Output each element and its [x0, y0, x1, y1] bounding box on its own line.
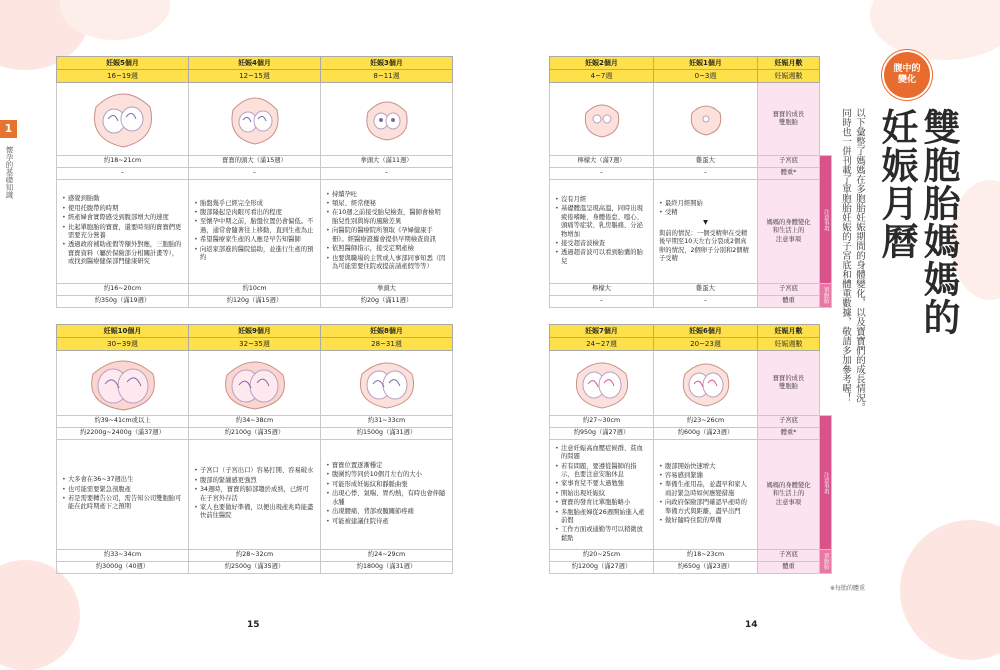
fetus-illustration — [321, 83, 453, 156]
week-header: 20~23週 — [654, 338, 758, 351]
note-item: • 家人也要做好準備，以便出現產兆時能盡快前往醫院 — [200, 504, 315, 521]
month-header: 妊娠5個月 — [57, 57, 189, 70]
single-weight-cell: – — [654, 296, 758, 308]
note-item: • 受精 — [665, 209, 752, 217]
single-weight-cell: 約350g（滿19週） — [57, 296, 189, 308]
changes-label: 媽媽的身體變化 和生活上的 注意事項 — [758, 440, 820, 550]
month-header: 妊娠2個月 — [550, 57, 654, 70]
note-item: • 接受超音波檢查 — [561, 240, 648, 248]
note-item: • 也要與職場的主管或人事部同事知悉（因為可能需要住院或提前請產假等等） — [332, 255, 447, 272]
notes-cell — [189, 180, 321, 284]
twin-weight-cell: 約2100g（滿35週） — [189, 428, 321, 440]
note-item: • 若有問題，要遵從醫師的指示，也要注意安胎休息 — [561, 463, 648, 480]
single-uterus-cell: 約24~29cm — [321, 550, 453, 562]
note-item: • 做好隨時住院的準備 — [665, 517, 752, 525]
note-item: • 在10週之前接受胎兒檢查，醫師會檢明胎兒性別與妳的風險差異 — [332, 209, 447, 226]
note-item: • 向返家部進的醫院協助，並進行生產的預約 — [200, 246, 315, 263]
note-item: • 可能形成妊娠紋和靜脈曲張 — [332, 481, 447, 489]
fetus-illustration — [189, 83, 321, 156]
twin-weight-cell: – — [57, 168, 189, 180]
note-item: • 頻尿、經常便秘 — [332, 200, 447, 208]
note-item: • 透過政府補助產假等額外對應，三胞胎的寶寶資料（屬於保險部分相關計畫等），或找到醫療健保部門健康研究 — [68, 241, 183, 266]
week-header: 0~3週 — [654, 70, 758, 83]
note-item: • 寶寶位置逐漸穩定 — [332, 462, 447, 470]
month-header: 妊娠6個月 — [654, 325, 758, 338]
corner-week-label: 妊娠週數 — [758, 70, 820, 83]
single-uterus-cell: 拳頭大 — [321, 284, 453, 296]
twin-uterus-cell: 雞蛋大 — [654, 156, 758, 168]
calendar-table-months-1-2 — [549, 56, 832, 308]
fetus-illustration — [654, 351, 758, 416]
single-uterus-cell: 約33~34cm — [57, 550, 189, 562]
notes-cell — [550, 180, 654, 284]
note-item: • 沒有月經 — [561, 196, 648, 204]
growth-label: 寶寶的成長 雙胞胎 — [758, 351, 820, 416]
note-item: • 經產婦會實際感受到腹部增大的速度 — [68, 214, 183, 222]
uterus-label: 子宮底 — [758, 416, 820, 428]
side-tab-single: 單胞胎 — [820, 284, 832, 308]
single-weight-cell: 約3000g（40週） — [57, 562, 189, 574]
twin-uterus-cell: 約31~33cm — [321, 416, 453, 428]
fetus-illustration — [189, 351, 321, 416]
month-header: 妊娠1個月 — [654, 57, 758, 70]
weight-label: 體重* — [758, 428, 820, 440]
week-header: 4~7週 — [550, 70, 654, 83]
twin-weight-cell: – — [189, 168, 321, 180]
note-item: • 也可能需要緊急剖腹產 — [68, 486, 183, 494]
note-item: • 希望醫療家生產的人應是早告知醫師 — [200, 236, 315, 244]
single-weight-cell: 約2500g（滿35週） — [189, 562, 321, 574]
twin-uterus-cell: 約23~26cm — [654, 416, 758, 428]
twin-uterus-cell: 約34~38cm — [189, 416, 321, 428]
note-item: • 子宮口（子宮出口）容易打開、容易破水 — [200, 467, 315, 475]
month-header: 妊娠3個月 — [321, 57, 453, 70]
week-header: 8~11週 — [321, 70, 453, 83]
twin-uterus-cell: 約39~41cm或以上 — [57, 416, 189, 428]
single-uterus-cell: 雞蛋大 — [654, 284, 758, 296]
twin-weight-cell: 約2200g~2400g（滿37週） — [57, 428, 189, 440]
decor-blob — [900, 520, 1000, 660]
note-item: • 胎盤幾乎已經完全形成 — [200, 200, 315, 208]
decor-blob — [0, 560, 80, 670]
fetus-illustration — [57, 351, 189, 416]
twin-weight-cell: – — [550, 168, 654, 180]
twin-uterus-cell: 約27~30cm — [550, 416, 654, 428]
single-weight-cell: 約20g（滿11週） — [321, 296, 453, 308]
notes-cell — [654, 180, 758, 284]
chapter-label: 懷孕的基礎知識 — [5, 146, 14, 199]
page-number-right: 14 — [745, 620, 758, 630]
note-item: • 準備生產用品，並盡早和家人商討緊急時如何應變措施 — [665, 481, 752, 498]
twin-weight-cell: 約600g（滿23週） — [654, 428, 758, 440]
intro-text-line-2: 同時也一併刊載了單胞胎妊娠的子宮底和體重數據，敬請多加參考喔！ — [840, 108, 851, 403]
note-item: • 依照醫師指示，接受定期產檢 — [332, 245, 447, 253]
single-weight-cell: 約650g（滿23週） — [654, 562, 758, 574]
twin-uterus-cell: 檸檬大（滿7週） — [550, 156, 654, 168]
single-uterus-cell: 約16~20cm — [57, 284, 189, 296]
note-item: • 可能被建議住院待產 — [332, 518, 447, 526]
calendar-table-months-8-10 — [56, 324, 453, 574]
calendar-table-months-6-7 — [549, 324, 832, 574]
note-item: • 注意妊娠高血壓症候群、貧血的問題 — [561, 445, 648, 462]
week-header: 24~27週 — [550, 338, 654, 351]
section-badge: 腹中的變化 — [884, 52, 930, 98]
week-header: 12~15週 — [189, 70, 321, 83]
week-header: 16~19週 — [57, 70, 189, 83]
note-item: • 感覺到胎動 — [68, 195, 183, 203]
single-weight-cell: 約1800g（滿31週） — [321, 562, 453, 574]
note-item: • 出現腰痛、背部或髖關節疼痛 — [332, 508, 447, 516]
notes-cell — [550, 440, 654, 550]
single-uterus-cell: 約10cm — [189, 284, 321, 296]
twin-uterus-cell: 拳頭大（滿11週） — [321, 156, 453, 168]
decor-blob — [870, 0, 1000, 60]
twin-uterus-cell: 寶寶的頭大（滿15週） — [189, 156, 321, 168]
month-header: 妊娠8個月 — [321, 325, 453, 338]
page-title-line-2: 妊娠月曆 — [875, 108, 919, 260]
note-item: • 出現心悸、氣喘、胃灼熱，有時也會伴隨水腫 — [332, 490, 447, 507]
uterus-label: 子宮底 — [758, 550, 820, 562]
weight-label: 體重 — [758, 562, 820, 574]
fetus-illustration — [550, 351, 654, 416]
single-uterus-cell: 約28~32cm — [189, 550, 321, 562]
weight-label: 體重* — [758, 168, 820, 180]
month-header: 妊娠7個月 — [550, 325, 654, 338]
note-item: • 寶寶的發育比單胞胎略小 — [561, 499, 648, 507]
intro-text-line-1: 以下彙整了媽媽在多胞胎妊娠期間的身體變化，以及寶寶們的成長情況。 — [854, 108, 865, 412]
single-weight-cell: 約1200g（滿27週） — [550, 562, 654, 574]
note-item: • 腹部開始快速增大 — [665, 463, 752, 471]
side-tab-twin: 注意事項 — [820, 416, 832, 550]
note-item: • 比起單胞胎的寶寶，還要時刻的寶寶們更需要充分營養 — [68, 224, 183, 241]
week-header: 30~39週 — [57, 338, 189, 351]
single-uterus-cell: 約20~25cm — [550, 550, 654, 562]
twin-weight-cell: 約950g（滿27週） — [550, 428, 654, 440]
note-item: • 向政府保險部門確認早產時的準備方式與距離，盡早出門 — [665, 499, 752, 516]
uterus-label: 子宮底 — [758, 156, 820, 168]
note-item: • 開始出現妊娠紋 — [561, 490, 648, 498]
notes-cell — [654, 440, 758, 550]
arrow-down-icon: ▼ — [703, 219, 708, 227]
note-item: • 持續孕吐 — [332, 191, 447, 199]
note-item: • 使用托腹帶的時期 — [68, 205, 183, 213]
note-item: • 至懷孕中期之前，胎盤位置仍會偏低。不過，通常會隨著往上移動，直到生產為止 — [200, 218, 315, 235]
single-weight-cell: – — [550, 296, 654, 308]
note-item: • 大多會在36~37週出生 — [68, 476, 183, 484]
chapter-tab: 1 — [0, 120, 17, 138]
note-item: • 向醫院的醫療院所領取《孕婦健康手冊》。經醫療證據會提供早期檢查資訊 — [332, 227, 447, 244]
note-extra: 與前的情況：一個受精卵在受精後早期至10天左右分裂成2個真卵的情況，2個卵子分別和2個精子受精 — [659, 229, 749, 263]
weight-label: 體重 — [758, 296, 820, 308]
month-header-row — [57, 57, 453, 70]
note-item: • 腹部的緊繃感更強烈 — [200, 477, 315, 485]
page-title-line-1: 雙胞胎媽媽的 — [917, 108, 961, 336]
fetus-illustration — [654, 83, 758, 156]
growth-label: 寶寶的成長 雙胞胎 — [758, 83, 820, 156]
notes-cell — [57, 180, 189, 284]
week-header-row — [57, 70, 453, 83]
twin-uterus-cell: 約18~21cm — [57, 156, 189, 168]
note-item: • 腹圍約等同於10個月左右的大小 — [332, 471, 447, 479]
week-header: 32~35週 — [189, 338, 321, 351]
fetus-illustration — [321, 351, 453, 416]
fetus-illustration — [550, 83, 654, 156]
notes-cell — [189, 440, 321, 550]
corner-week-label: 妊娠週數 — [758, 338, 820, 351]
changes-label: 媽媽的身體變化 和生活上的 注意事項 — [758, 180, 820, 284]
note-item: • 多胞胎產婦從26週開始進入產前假 — [561, 509, 648, 526]
calendar-table-months-3-5 — [56, 56, 453, 308]
uterus-label: 子宮底 — [758, 284, 820, 296]
single-uterus-cell: 檸檬大 — [550, 284, 654, 296]
note-item: • 最終月經開始 — [665, 200, 752, 208]
note-item: • 若是需要轉告公司，需告知公司雙胞胎可能在此時期產下之預期 — [68, 495, 183, 512]
month-header: 妊娠4個月 — [189, 57, 321, 70]
side-tab-twin: 注意事項 — [820, 156, 832, 284]
note-item: • 腹部隆起是肉眼可看出的程度 — [200, 209, 315, 217]
single-uterus-cell: 約18~23cm — [654, 550, 758, 562]
twin-weight-cell: 約1500g（滿31週） — [321, 428, 453, 440]
twin-weight-cell: – — [321, 168, 453, 180]
twin-weight-cell: – — [654, 168, 758, 180]
notes-cell — [321, 180, 453, 284]
page-number-left: 15 — [247, 620, 260, 630]
notes-cell — [321, 440, 453, 550]
note-item: • 工作方面或通勤等可以稍微放鬆點 — [561, 526, 648, 543]
note-item: • 34週時，寶寶的肺部趨於成熟，已經可在子宮外存活 — [200, 486, 315, 503]
fetus-illustration — [57, 83, 189, 156]
corner-month-label: 妊娠月數 — [758, 57, 820, 70]
single-weight-cell: 約120g（滿15週） — [189, 296, 321, 308]
note-item: • 基礎體溫呈現高溫，同時出現疲倦嗜睡、身體倦怠、噁心、頭痛等症狀、乳房脹痛、分泌物增加 — [561, 205, 648, 239]
note-item: • 家事育兒不要太過勉強 — [561, 480, 648, 488]
corner-month-label: 妊娠月數 — [758, 325, 820, 338]
note-item: • 透過超音波可以看到胎囊的胎兒 — [561, 249, 648, 266]
month-header: 妊娠9個月 — [189, 325, 321, 338]
week-header: 28~31週 — [321, 338, 453, 351]
side-tab-single: 單胞胎 — [820, 550, 832, 574]
notes-cell — [57, 440, 189, 550]
note-item: • 容易感到緊繃 — [665, 472, 752, 480]
footnote: ※每胎的體重 — [830, 585, 866, 592]
month-header: 妊娠10個月 — [57, 325, 189, 338]
